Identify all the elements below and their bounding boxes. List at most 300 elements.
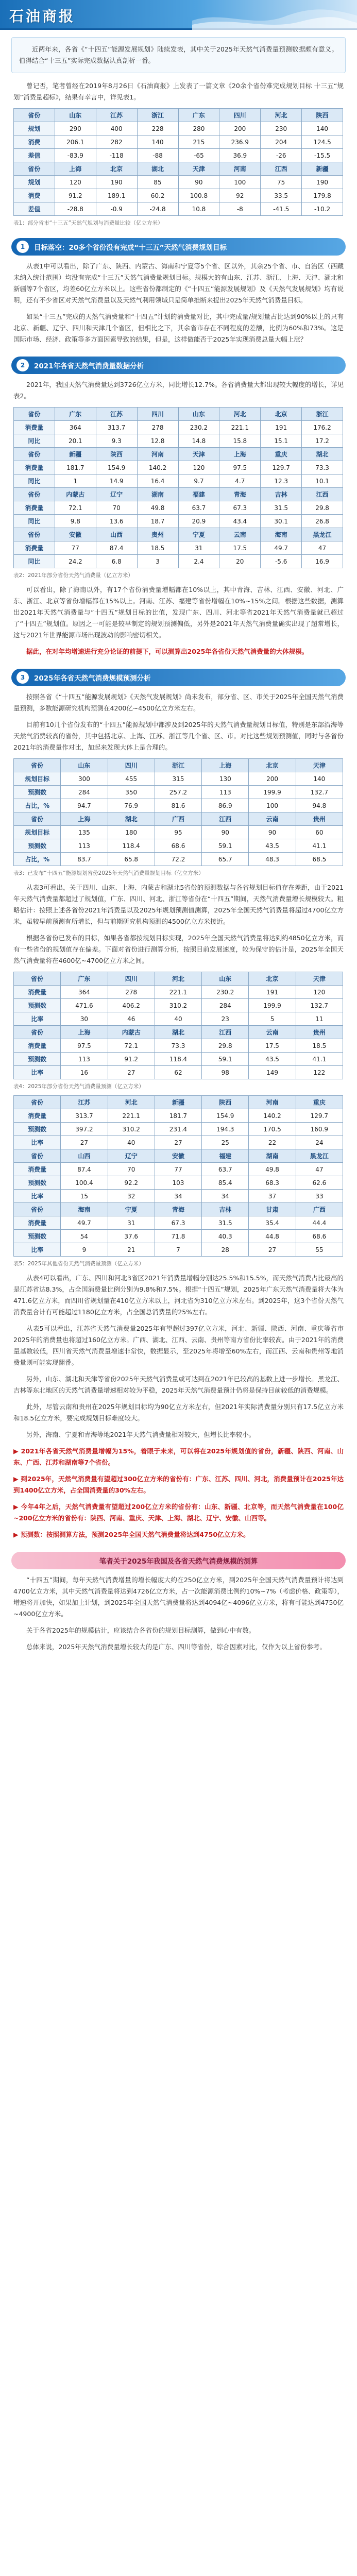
section4-paragraph-3: 总体来说，2025年天然气消费量增长较大的是广东、四川等省份，综合因素对比，仅作为以上省份参考。 bbox=[26, 1643, 326, 1651]
row-label-cell: 省份 bbox=[14, 972, 61, 986]
table-cell: 7 bbox=[155, 1243, 201, 1257]
table-cell: 17.5 bbox=[219, 541, 261, 555]
table-cell: 33.5 bbox=[261, 189, 302, 202]
table-row bbox=[14, 122, 343, 135]
row-label-cell: 省份 bbox=[14, 109, 55, 122]
masthead bbox=[0, 0, 357, 30]
table-cell: 44.4 bbox=[296, 1216, 343, 1230]
table-row bbox=[14, 1053, 343, 1066]
table-cell: 130 bbox=[202, 772, 249, 786]
table-row bbox=[14, 1109, 343, 1123]
row-label-cell: 差值 bbox=[14, 149, 55, 162]
table-cell: 贵州 bbox=[296, 812, 343, 826]
row-label-cell: 消费量 bbox=[14, 1163, 61, 1176]
table-cell: 236.9 bbox=[219, 135, 261, 149]
table-cell: 甘肃 bbox=[249, 1203, 296, 1216]
table-cell: 山西 bbox=[61, 1149, 108, 1163]
row-label-cell: 预测数 bbox=[14, 999, 61, 1012]
table-cell: 455 bbox=[108, 772, 155, 786]
table-cell: 25 bbox=[202, 1136, 249, 1149]
row-label-cell: 省份 bbox=[14, 1149, 61, 1163]
section-number: 2 bbox=[16, 359, 29, 371]
table-cell: 120 bbox=[55, 176, 96, 189]
table-cell: 福建 bbox=[202, 1149, 249, 1163]
table-cell: 9.3 bbox=[96, 434, 137, 448]
table-cell: 290 bbox=[55, 122, 96, 135]
intro-card bbox=[11, 37, 346, 73]
table-cell: 30 bbox=[61, 1012, 108, 1026]
table-cell: 黑龙江 bbox=[302, 528, 343, 541]
table-cell: 22 bbox=[249, 1136, 296, 1149]
table-cell: 广东 bbox=[55, 408, 96, 421]
table-cell: 132.7 bbox=[296, 999, 343, 1012]
table-cell: 72.2 bbox=[155, 853, 201, 866]
table-cell: 176.2 bbox=[302, 421, 343, 434]
table-cell: -83.9 bbox=[55, 149, 96, 162]
table-cell: 辽宁 bbox=[96, 488, 137, 501]
table-cell: 100 bbox=[249, 799, 296, 812]
table-cell: 河北 bbox=[155, 972, 201, 986]
table-cell: 97.5 bbox=[219, 461, 261, 474]
row-label-cell: 消费量 bbox=[14, 1039, 61, 1053]
table-row bbox=[14, 515, 343, 528]
table-cell: 12.8 bbox=[137, 434, 178, 448]
row-label-cell: 消费量 bbox=[14, 541, 55, 555]
table-cell: 230 bbox=[261, 122, 302, 135]
row-label-cell: 占比，% bbox=[14, 799, 61, 812]
table-cell: 95 bbox=[155, 826, 201, 839]
table-row bbox=[14, 1012, 343, 1026]
table-cell: 湖北 bbox=[302, 448, 343, 461]
table-cell: 16.4 bbox=[137, 474, 178, 488]
table-cell: 206.1 bbox=[55, 135, 96, 149]
table2-caption: 表2：2021年部分省份天然气消费量（亿立方米） bbox=[13, 572, 133, 579]
table-cell: 14.9 bbox=[96, 474, 137, 488]
table-cell: 97.5 bbox=[61, 1039, 108, 1053]
table-row bbox=[14, 1136, 343, 1149]
table-cell: 91.2 bbox=[108, 1053, 155, 1066]
table-cell: 70 bbox=[96, 501, 137, 515]
table-cell: 310.2 bbox=[108, 1123, 155, 1136]
row-label-cell: 同比 bbox=[14, 555, 55, 568]
table-cell: 河北 bbox=[108, 1096, 155, 1109]
table-row bbox=[14, 986, 343, 999]
table-cell: 山东 bbox=[55, 109, 96, 122]
section-heading-4 bbox=[11, 1552, 346, 1569]
table-cell: 87.4 bbox=[61, 1163, 108, 1176]
table-row bbox=[14, 1149, 343, 1163]
table-cell: 199.9 bbox=[249, 999, 296, 1012]
table-cell: 55 bbox=[296, 1243, 343, 1257]
table-cell: 18.5 bbox=[137, 541, 178, 555]
table-cell: 河北 bbox=[219, 408, 261, 421]
table-cell: 天津 bbox=[296, 759, 343, 772]
table-cell: 宁夏 bbox=[178, 528, 219, 541]
row-label-cell: 省份 bbox=[14, 448, 55, 461]
table-cell: 221.1 bbox=[108, 1109, 155, 1123]
table-cell: 15.8 bbox=[219, 434, 261, 448]
table-cell: 160.9 bbox=[296, 1123, 343, 1136]
table-cell: 282 bbox=[96, 135, 137, 149]
row-label-cell: 差值 bbox=[14, 202, 55, 216]
table-cell: 49.7 bbox=[61, 1216, 108, 1230]
table-cell: 73.3 bbox=[302, 461, 343, 474]
table-cell: 24 bbox=[296, 1136, 343, 1149]
table-cell: 江西 bbox=[261, 162, 302, 176]
table-cell: 200 bbox=[249, 772, 296, 786]
analysis-paragraph-3: 另外，山东、湖北和天津等省份2025年天然气消费量或可达到在2021年已较高的基数上进一步增长。黑龙江、吉林等东北地区的天然气消费量增速相对较为平稳，2025年天然气消费量预计仍将是保持目前较低的消费规模。 bbox=[13, 1375, 344, 1394]
table-cell: 31 bbox=[178, 541, 219, 555]
table-cell: 陕西 bbox=[302, 109, 343, 122]
table-cell: 68.5 bbox=[296, 853, 343, 866]
highlight-point-3: ▶ 今年4年之后，天然气消费量有望超过200亿立方米的省份有：山东、新疆、北京等，而天然气消费量在100亿~200亿立方米的省份有：陕西、河南、重庆、天津、上海、湖北、辽宁、安徽、山西等。 bbox=[13, 1503, 344, 1522]
table-cell: 41.1 bbox=[296, 1053, 343, 1066]
table-cell: 北京 bbox=[249, 972, 296, 986]
table-row bbox=[14, 772, 343, 786]
table-cell: 91.2 bbox=[55, 189, 96, 202]
table-cell: 安徽 bbox=[55, 528, 96, 541]
table-row bbox=[14, 1176, 343, 1190]
table-cell: 49.7 bbox=[261, 541, 302, 555]
row-label-cell: 省份 bbox=[14, 162, 55, 176]
section-heading-3 bbox=[11, 669, 346, 686]
table-cell: 94.8 bbox=[296, 799, 343, 812]
table-cell: 北京 bbox=[261, 408, 302, 421]
table-cell: 149 bbox=[249, 1066, 296, 1079]
table-cell: 85.4 bbox=[202, 1176, 249, 1190]
section2-paragraph-2: 可以看出，除了海南以外，有17个省份消费量增幅都在10%以上，其中青海、吉林、江西、安徽、河北、广东、浙江、北京等省份增幅都在15%以上。河南、江苏、福建等省份增幅在10%~15%之间。根据这些数据，测算出2021年天然气消费量与“十四五”规划目标的比值，发现广东、四川、河北等省2021年天然气消费量就已超过了“十四五”规划值。原因之一可能是较早制定的规划预测偏低，另外是2021年天然气消费量确实出现了超常增长，这与2021年世界能源市场出现波动的影响密切相关。 bbox=[13, 586, 344, 639]
table-cell: 76.9 bbox=[108, 799, 155, 812]
table-cell: 6.8 bbox=[96, 555, 137, 568]
table-cell: 364 bbox=[61, 986, 108, 999]
table-row bbox=[14, 135, 343, 149]
table-cell: 92.2 bbox=[108, 1176, 155, 1190]
table-cell: 27 bbox=[108, 1066, 155, 1079]
table-cell: 广西 bbox=[296, 1203, 343, 1216]
table-cell: 228 bbox=[137, 122, 178, 135]
table-cell: 284 bbox=[202, 999, 249, 1012]
section4-paragraph-1: “十四五”期间，每年天然气消费增量的增长幅度大约在250亿立方米，到2025年全国天然气消费量预计将达到4700亿立方米，其中天然气消费量将达到4726亿立方米，占一次能源消费比例约10%~7%（考虑价格、政策等），增速将开加快，如果加上计划，到2025年全国天然气消费量将达到4094亿~4096亿立方米，将有可能达到4750亿~4900亿立方米。 bbox=[13, 1576, 344, 1618]
table-cell: 406.2 bbox=[108, 999, 155, 1012]
table-cell: 36.9 bbox=[219, 149, 261, 162]
table-cell: 278 bbox=[108, 986, 155, 999]
table-row bbox=[14, 1203, 343, 1216]
table-cell: 13.6 bbox=[96, 515, 137, 528]
table-cell: 154.9 bbox=[202, 1109, 249, 1123]
table-2021-consumption bbox=[13, 407, 343, 568]
table-cell: 福建 bbox=[178, 488, 219, 501]
intro-paragraph-2: 曾记否，笔者曾经在2019年8月26日《石油商报》上发表了一篇文章《20余个省份难完成规划目标 十三五“规划”消费量超标》，结果有幸言中，详见表1。 bbox=[13, 82, 344, 101]
table-cell: 280 bbox=[178, 122, 219, 135]
section2-highlight: 据此，在对年均增速进行充分论证的前提下，可以测算出2025年各省份天然气消费量的大体规模。 bbox=[26, 648, 309, 655]
table-row bbox=[14, 1216, 343, 1230]
table4-caption: 表4：2025年部分省份天然气消费量预测（亿立方米） bbox=[13, 1083, 144, 1090]
table-cell: 18.7 bbox=[137, 515, 178, 528]
row-label-cell: 预测数 bbox=[14, 1123, 61, 1136]
table-cell: 37.6 bbox=[108, 1230, 155, 1243]
table-cell: 221.1 bbox=[155, 986, 201, 999]
row-label-cell: 预测数 bbox=[14, 1230, 61, 1243]
table-2025-forecast-a bbox=[13, 972, 343, 1079]
table-cell: 124.5 bbox=[302, 135, 343, 149]
table-row bbox=[14, 1163, 343, 1176]
table-cell: 吉林 bbox=[202, 1203, 249, 1216]
table-cell: 63.7 bbox=[178, 501, 219, 515]
table-cell: 宁夏 bbox=[108, 1203, 155, 1216]
table-cell: 湖北 bbox=[108, 812, 155, 826]
section1-paragraph-2: 如果“十三五”完成的天然气消费量和“十四五”计划的消费量对比，其中完成量/规划量占比达到90%以上的只有北京、新疆、辽宁、四川和天津几个省区，但相比之下，其余省市存在不同程度的差额，比例为60%和73%。这是国际市场、经济、政策等多方面因素导致的结果，但是，这样做能否于2025年实现消费总量大幅上涨？ bbox=[13, 313, 344, 343]
row-label-cell: 省份 bbox=[14, 759, 61, 772]
wave-decoration-icon bbox=[192, 0, 357, 30]
table-cell: 44.8 bbox=[249, 1230, 296, 1243]
table-cell: 四川 bbox=[137, 408, 178, 421]
table-row bbox=[14, 972, 343, 986]
table-cell: 上海 bbox=[55, 162, 96, 176]
table-cell: 71.8 bbox=[155, 1230, 201, 1243]
table-cell: 江苏 bbox=[96, 408, 137, 421]
table-cell: 199.9 bbox=[249, 786, 296, 799]
table-cell: 新疆 bbox=[302, 162, 343, 176]
table-row bbox=[14, 1123, 343, 1136]
table-cell: 云南 bbox=[249, 812, 296, 826]
table-cell: 140.2 bbox=[137, 461, 178, 474]
table-cell: 118.4 bbox=[108, 839, 155, 853]
table-cell: 59.1 bbox=[202, 1053, 249, 1066]
table-cell: 17.2 bbox=[302, 434, 343, 448]
table-row bbox=[14, 176, 343, 189]
table-cell: 310.2 bbox=[155, 999, 201, 1012]
table-cell: 65.7 bbox=[202, 853, 249, 866]
table-row bbox=[14, 1066, 343, 1079]
row-label-cell: 消费量 bbox=[14, 1109, 61, 1123]
table-cell: 湖南 bbox=[249, 1149, 296, 1163]
table-row bbox=[14, 474, 343, 488]
table-cell: 山东 bbox=[202, 972, 249, 986]
table-cell: 24.2 bbox=[55, 555, 96, 568]
table-cell: 113 bbox=[61, 1053, 108, 1066]
table-cell: 132.7 bbox=[296, 786, 343, 799]
row-label-cell: 省份 bbox=[14, 408, 55, 421]
table-row bbox=[14, 541, 343, 555]
table-cell: 154.9 bbox=[96, 461, 137, 474]
table-cell: 73.3 bbox=[155, 1039, 201, 1053]
table-cell: 29.8 bbox=[202, 1039, 249, 1053]
table-cell: 140 bbox=[137, 135, 178, 149]
table-cell: 83.7 bbox=[61, 853, 108, 866]
table-cell: 山东 bbox=[61, 759, 108, 772]
row-label-cell: 消费量 bbox=[14, 421, 55, 434]
table-cell: 77 bbox=[155, 1163, 201, 1176]
table-row bbox=[14, 162, 343, 176]
table-cell: 92 bbox=[219, 189, 261, 202]
table5-caption: 表5：2025年其他省份天然气消费量预测（亿立方米） bbox=[13, 1261, 144, 1267]
table-row bbox=[14, 501, 343, 515]
table-cell: 113 bbox=[202, 786, 249, 799]
table-row bbox=[14, 839, 343, 853]
table-cell: 15 bbox=[61, 1190, 108, 1203]
table-cell: 70 bbox=[108, 1163, 155, 1176]
table-cell: 90 bbox=[249, 826, 296, 839]
table-cell: 北京 bbox=[249, 759, 296, 772]
table-cell: 陕西 bbox=[96, 448, 137, 461]
table-cell: 94.7 bbox=[61, 799, 108, 812]
table-cell: 32 bbox=[108, 1190, 155, 1203]
table-cell: 90 bbox=[178, 176, 219, 189]
table-cell: 浙江 bbox=[137, 109, 178, 122]
table-cell: 284 bbox=[61, 786, 108, 799]
table-cell: 179.8 bbox=[302, 189, 343, 202]
row-label-cell: 预测数 bbox=[14, 786, 61, 799]
table-cell: 170.5 bbox=[249, 1123, 296, 1136]
table-cell: 200 bbox=[219, 122, 261, 135]
table-cell: 新疆 bbox=[55, 448, 96, 461]
table-cell: 313.7 bbox=[96, 421, 137, 434]
table-cell: 54 bbox=[61, 1230, 108, 1243]
row-label-cell: 省份 bbox=[14, 1096, 61, 1109]
table-cell: 47 bbox=[302, 541, 343, 555]
table-cell: 广西 bbox=[155, 812, 201, 826]
row-label-cell: 省份 bbox=[14, 1026, 61, 1039]
table-cell: 221.1 bbox=[219, 421, 261, 434]
table-cell: 60 bbox=[296, 826, 343, 839]
table-cell: 62 bbox=[155, 1066, 201, 1079]
table-cell: 397.2 bbox=[61, 1123, 108, 1136]
table-cell: 云南 bbox=[249, 1026, 296, 1039]
table-cell: -28.8 bbox=[55, 202, 96, 216]
row-label-cell: 比率 bbox=[14, 1012, 61, 1026]
table-cell: 浙江 bbox=[155, 759, 201, 772]
table-cell: 191 bbox=[249, 986, 296, 999]
section3-paragraph-2: 目前有10几个省份发布的“十四五”能源规划中都涉及到2025年的天然气消费量规划目标值，特别是东部沿海等天然气消费较高的省份，其中包括北京、上海、江苏、浙江等几个省、区、市。对比这些规划预测值，同时与各省份2021年的消费量作对比，加起来发现大体上是合理的。 bbox=[13, 721, 344, 751]
table-cell: 49.8 bbox=[249, 1163, 296, 1176]
table-cell: 37 bbox=[249, 1190, 296, 1203]
table-cell: 河南 bbox=[249, 1096, 296, 1109]
table-cell: 12.3 bbox=[261, 474, 302, 488]
table-row bbox=[14, 189, 343, 202]
table-cell: 黑龙江 bbox=[296, 1149, 343, 1163]
table-cell: -0.9 bbox=[96, 202, 137, 216]
table-cell: 60.2 bbox=[137, 189, 178, 202]
table-cell: -10.2 bbox=[302, 202, 343, 216]
row-label-cell: 预测数 bbox=[14, 1053, 61, 1066]
table-cell: 广东 bbox=[178, 109, 219, 122]
table-cell: 68.6 bbox=[296, 1230, 343, 1243]
table-cell: 86.9 bbox=[202, 799, 249, 812]
table-cell: 29.8 bbox=[302, 501, 343, 515]
row-label-cell: 预测数 bbox=[14, 839, 61, 853]
row-label-cell: 消费 bbox=[14, 135, 55, 149]
table-plan-vs-consumption bbox=[13, 108, 343, 216]
table-cell: 北京 bbox=[96, 162, 137, 176]
table-cell: 471.6 bbox=[61, 999, 108, 1012]
row-label-cell: 消费量 bbox=[14, 501, 55, 515]
table-cell: 11 bbox=[296, 1012, 343, 1026]
table-row bbox=[14, 421, 343, 434]
table-row bbox=[14, 786, 343, 799]
table-cell: 85 bbox=[137, 176, 178, 189]
table-cell: 215 bbox=[178, 135, 219, 149]
table-cell: 云南 bbox=[219, 528, 261, 541]
highlight-point-2: ▶ 到2025年，天然气消费量有望超过300亿立方米的省份有：广东、江苏、四川、河北，消费量预计在2025年达到1400亿立方米，占全国消费量的30%左右。 bbox=[13, 1475, 344, 1494]
table-cell: 140 bbox=[296, 772, 343, 786]
table-cell: 230.2 bbox=[178, 421, 219, 434]
table-cell: 9 bbox=[61, 1243, 108, 1257]
table-cell: 300 bbox=[61, 772, 108, 786]
table-cell: 181.7 bbox=[55, 461, 96, 474]
table-cell: 135 bbox=[61, 826, 108, 839]
table-cell: 上海 bbox=[202, 759, 249, 772]
table-cell: 18.5 bbox=[296, 1039, 343, 1053]
section4-paragraph-2: 关于各省2025年的规模估计，应该结合各省份的规划目标测算，做到心中有数。 bbox=[26, 1626, 256, 1634]
row-label-cell: 消费量 bbox=[14, 1216, 61, 1230]
table-cell: 43.5 bbox=[249, 1053, 296, 1066]
table-cell: -88 bbox=[137, 149, 178, 162]
table-cell: 湖南 bbox=[137, 488, 178, 501]
table-cell: 10.8 bbox=[178, 202, 219, 216]
table-cell: 190 bbox=[96, 176, 137, 189]
table-cell: 吉林 bbox=[261, 488, 302, 501]
highlight-point-1: ▶ 2021年各省天然气消费量增幅为15%，着眼于未来，可以将在2025年规划值的省份，新疆、陕西、河南、山东、广西、江苏和湖南等7个省份。 bbox=[13, 1447, 344, 1466]
table-cell: 内蒙古 bbox=[55, 488, 96, 501]
row-label-cell: 消费量 bbox=[14, 461, 55, 474]
table-cell: 20.9 bbox=[178, 515, 219, 528]
table-cell: 140.2 bbox=[249, 1109, 296, 1123]
row-label-cell: 规划目标 bbox=[14, 772, 61, 786]
row-label-cell: 预测数 bbox=[14, 1176, 61, 1190]
table-cell: 内蒙古 bbox=[108, 1026, 155, 1039]
table-cell: 9.8 bbox=[55, 515, 96, 528]
table-cell: 350 bbox=[108, 786, 155, 799]
table-cell: 14.8 bbox=[178, 434, 219, 448]
table-cell: 100 bbox=[219, 176, 261, 189]
table-cell: 90 bbox=[202, 826, 249, 839]
table-cell: 35.4 bbox=[249, 1216, 296, 1230]
table-cell: 40.3 bbox=[202, 1230, 249, 1243]
table-cell: 江西 bbox=[302, 488, 343, 501]
table-cell: 1 bbox=[55, 474, 96, 488]
table-cell: 180 bbox=[108, 826, 155, 839]
table-cell: 72.1 bbox=[108, 1039, 155, 1053]
table-row bbox=[14, 1039, 343, 1053]
table-cell: 103 bbox=[155, 1176, 201, 1190]
section-title: 目标落空：20多个省份没有完成“十三五”天然气消费规划目标 bbox=[34, 244, 227, 252]
table-cell: 81.6 bbox=[155, 799, 201, 812]
table-cell: 湖北 bbox=[155, 1026, 201, 1039]
table-cell: 34 bbox=[202, 1190, 249, 1203]
table-row bbox=[14, 1243, 343, 1257]
row-label-cell: 比率 bbox=[14, 1190, 61, 1203]
section1-paragraph-1: 从表1中可以看出，除了广东、陕西、内蒙古、海南和宁夏等5个省、区以外，其余25个省、市、自治区（西藏未纳入统计范围）均没有完成“十三五”天然气消费量规划目标。规模大的有山东、江苏、浙江、上海、天津、湖北和新疆等7个省区，均差60亿立方米以上。这些省份都制定的《“十四五”能源发展规划》及《天然气发展规划》均有说明，还有不少省区对天然气消费量以及天然气利用领域只是简单推断来提出2025年天然气消费量目标。 bbox=[13, 262, 344, 304]
table-cell: 118.4 bbox=[155, 1053, 201, 1066]
table-cell: 68.3 bbox=[249, 1176, 296, 1190]
table-cell: 30.1 bbox=[261, 515, 302, 528]
table-row bbox=[14, 528, 343, 541]
table-cell: 陕西 bbox=[202, 1096, 249, 1109]
section-number: 1 bbox=[16, 241, 29, 253]
table1-caption: 表1：部分省市“十三五”天然气规划与消费量比较（亿立方米） bbox=[13, 220, 163, 226]
section-heading-1 bbox=[11, 238, 346, 256]
table-cell: 26.8 bbox=[302, 515, 343, 528]
table-cell: 河南 bbox=[219, 162, 261, 176]
table-cell: 46 bbox=[108, 1012, 155, 1026]
table-cell: 重庆 bbox=[261, 448, 302, 461]
table-cell: 87.4 bbox=[96, 541, 137, 555]
table-row bbox=[14, 202, 343, 216]
table-cell: 190 bbox=[302, 176, 343, 189]
table-cell: 5 bbox=[249, 1012, 296, 1026]
table-row bbox=[14, 149, 343, 162]
table-cell: 天津 bbox=[178, 162, 219, 176]
